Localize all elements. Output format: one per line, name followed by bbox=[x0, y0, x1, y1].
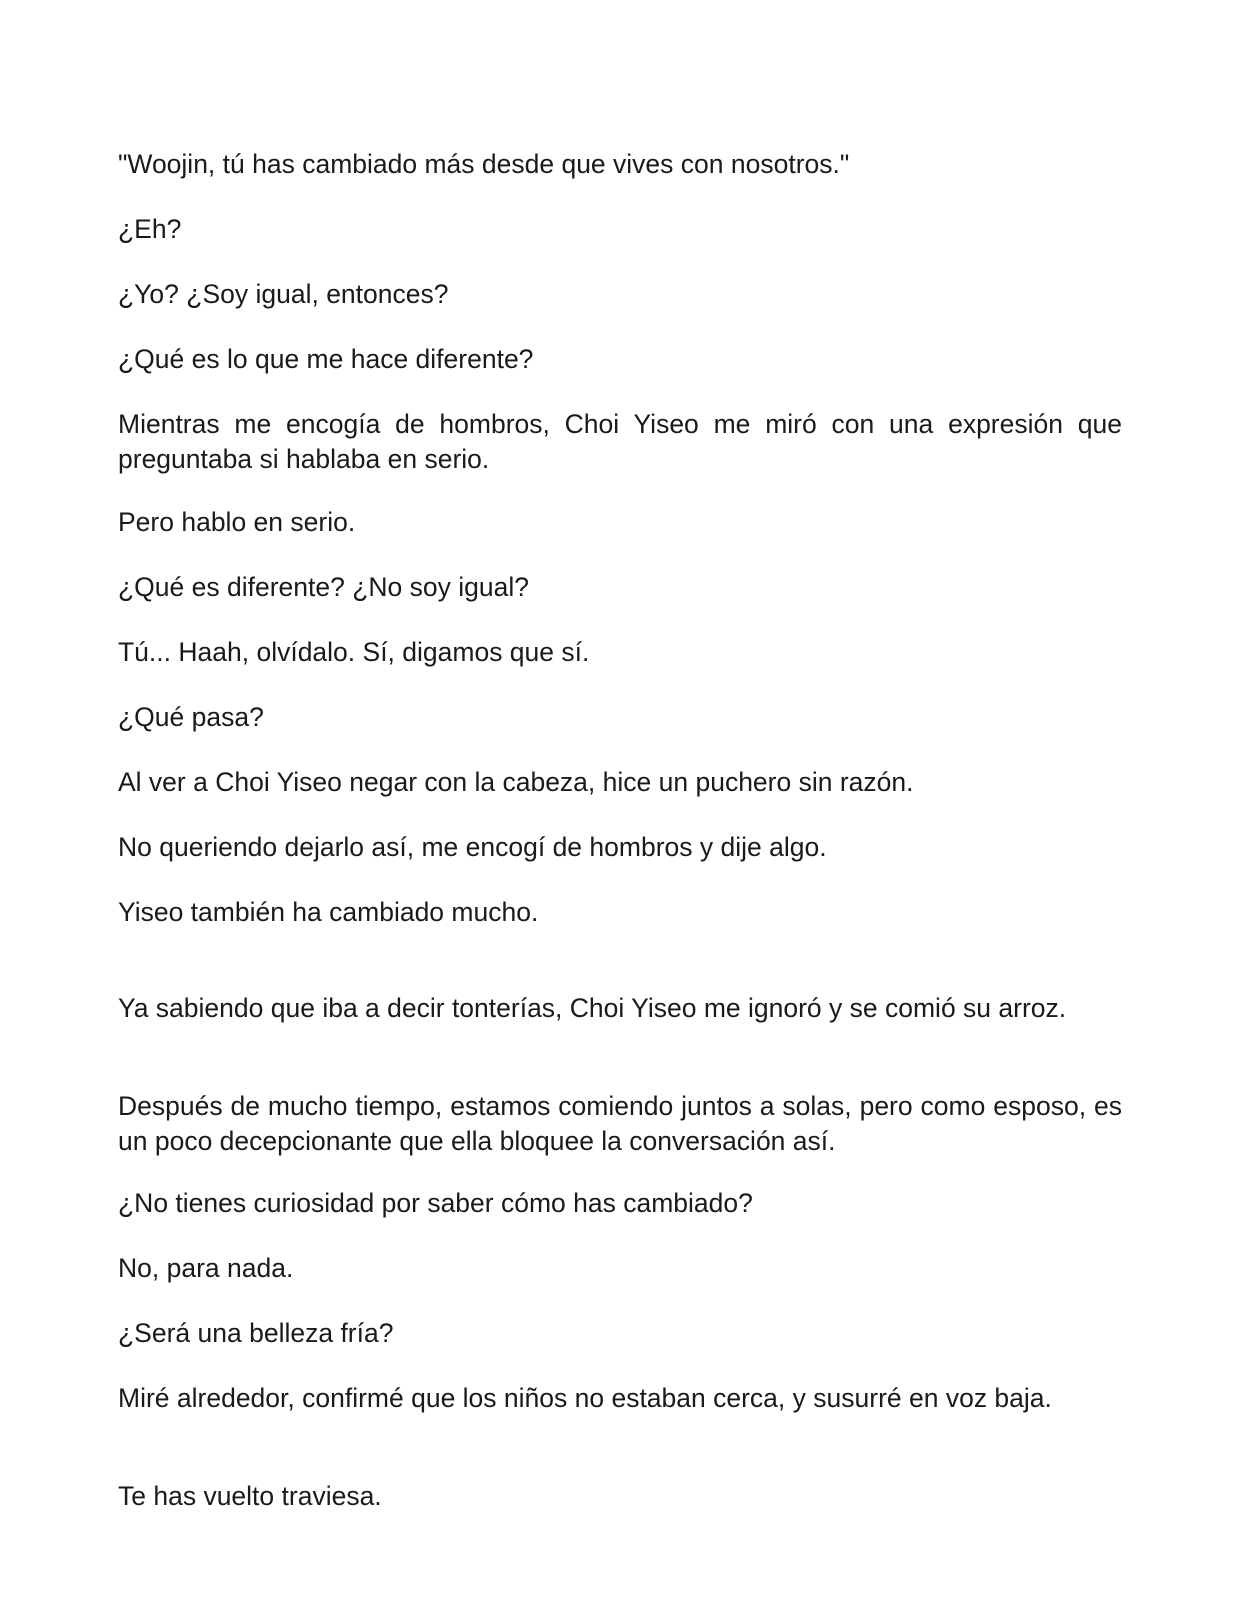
paragraph-15: ¿No tienes curiosidad por saber cómo has cambiado? bbox=[118, 1188, 753, 1218]
paragraph-16: No, para nada. bbox=[118, 1253, 294, 1283]
paragraph-1: "Woojin, tú has cambiado más desde que vives con nosotros." bbox=[118, 149, 850, 179]
paragraph-8: Tú... Haah, olvídalo. Sí, digamos que sí. bbox=[118, 637, 590, 667]
paragraph-6: Pero hablo en serio. bbox=[118, 507, 356, 537]
paragraph-5: Mientras me encogía de hombros, Choi Yiseo me miró con una expresión que preguntaba si hablaba en serio. bbox=[118, 409, 1122, 474]
paragraph-18: Miré alrededor, confirmé que los niños no estaban cerca, y susurré en voz baja. bbox=[118, 1383, 1052, 1413]
paragraph-10: Al ver a Choi Yiseo negar con la cabeza, hice un puchero sin razón. bbox=[118, 767, 914, 797]
paragraph-19: Te has vuelto traviesa. bbox=[118, 1481, 382, 1511]
paragraph-14: Después de mucho tiempo, estamos comiendo juntos a solas, pero como esposo, es un poco decepcionante que ella bloquee la conversación así. bbox=[118, 1091, 1122, 1156]
paragraph-13: Ya sabiendo que iba a decir tonterías, Choi Yiseo me ignoró y se comió su arroz. bbox=[118, 993, 1067, 1023]
paragraph-3: ¿Yo? ¿Soy igual, entonces? bbox=[118, 279, 449, 309]
paragraph-2: ¿Eh? bbox=[118, 214, 182, 244]
paragraph-9: ¿Qué pasa? bbox=[118, 702, 264, 732]
paragraph-17: ¿Será una belleza fría? bbox=[118, 1318, 394, 1348]
paragraph-7: ¿Qué es diferente? ¿No soy igual? bbox=[118, 572, 529, 602]
paragraph-4: ¿Qué es lo que me hace diferente? bbox=[118, 344, 534, 374]
paragraph-11: No queriendo dejarlo así, me encogí de hombros y dije algo. bbox=[118, 832, 827, 862]
paragraph-12: Yiseo también ha cambiado mucho. bbox=[118, 897, 539, 927]
